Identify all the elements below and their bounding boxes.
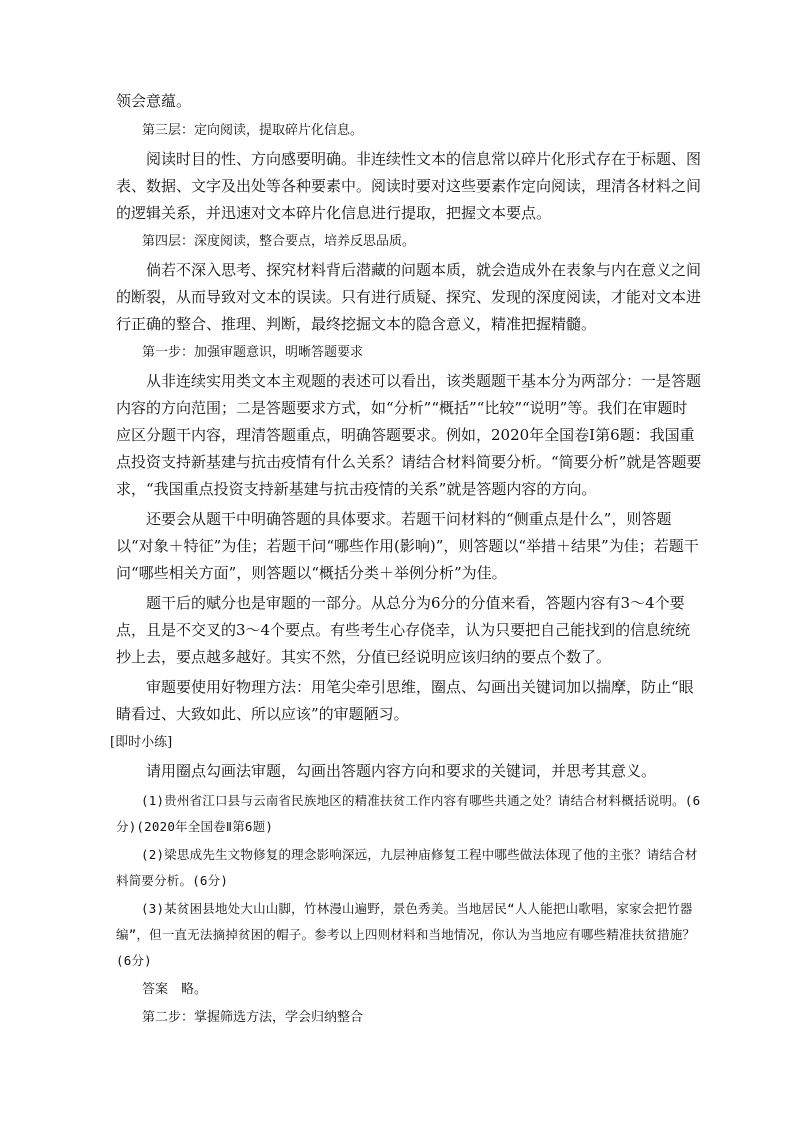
paragraph-physical-method: 审题要使用好物理方法：用笔尖牵引思维，圈点、勾画出关键词加以揣摩，防止“眼睛看过、大致如此、所以应该”的审题陋习。 [116, 678, 694, 723]
section-heading-layer-3: 第三层：定向阅读，提取碎片化信息。 [142, 123, 364, 138]
practice-instruction: 请用圈点勾画法审题，勾画出答题内容方向和要求的关键词，并思考其意义。 [146, 762, 657, 780]
practice-question-2: (2)梁思成先生文物修复的理念影响深远，九层神庙修复工程中哪些做法体现了他的主张？请结合材料简要分析。(6分) [116, 847, 698, 888]
section-heading-step-2: 第二步：掌握筛选方法，学会归纳整合 [142, 1010, 364, 1025]
paragraph-deep-reading: 倘若不深入思考、探究材料背后潜藏的问题本质，就会造成外在表象与内在意义之间的断裂，从而导致对文本的误读。只有进行质疑、探究、发现的深度阅读，才能对文本进行正确的整合、推理、判断，最终挖掘文本的隐含意义，精准把握精髓。 [116, 261, 702, 333]
practice-label: [即时小练] [110, 735, 173, 750]
answer-line: 答案 略。 [142, 982, 208, 997]
paragraph-question-structure: 从非连续实用类文本主观题的表述可以看出，该类题题干基本分为两部分：一是答题内容的方向范围；二是答题要求方式，如“分析”“概括”“比较”“说明”等。我们在审题时应区分题干内容，理清答题重点，明确答题要求。例如，2020年全国卷Ⅰ第6题：我国重点投资支持新基建与抗击疫情有什么关系？请结合材料简要分析。“简要分析”就是答题要求，“我国重点投资支持新基建与抗击疫情的关系”就是答题内容的方向。 [116, 372, 702, 498]
paragraph-continuation: 领会意蕴。 [116, 92, 192, 110]
paragraph-specific-requirements: 还要会从题干中明确答题的具体要求。若题干问材料的“侧重点是什么”，则答题以“对象＋特征”为佳；若题干问“哪些作用(影响)”，则答题以“举措＋结果”为佳；若题干问“哪些相关方面”，则答题以“概括分类＋举例分析”为佳。 [116, 510, 699, 582]
section-heading-step-1: 第一步：加强审题意识，明晰答题要求 [142, 345, 364, 360]
practice-question-1: (1)贵州省江口县与云南省民族地区的精准扶贫工作内容有哪些共通之处？请结合材料概括说明。(6分)(2020年全国卷Ⅱ第6题) [116, 793, 701, 834]
practice-question-3: (3)某贫困县地处大山山脚，竹林漫山遍野，景色秀美。当地居民“人人能把山歌唱，家家会把竹器编”，但一直无法摘掉贫困的帽子。参考以上四则材料和当地情况，你认为当地应有哪些精准扶贫措施？(6分) [116, 901, 696, 968]
paragraph-directed-reading: 阅读时目的性、方向感要明确。非连续性文本的信息常以碎片化形式存在于标题、图表、数据、文字及出处等各种要素中。阅读时要对这些要素作定向阅读，理清各材料之间的逻辑关系，并迅速对文本碎片化信息进行提取，把握文本要点。 [116, 150, 702, 222]
section-heading-layer-4: 第四层：深度阅读，整合要点，培养反思品质。 [142, 234, 416, 249]
paragraph-score-analysis: 题干后的赋分也是审题的一部分。从总分为6分的分值来看，答题内容有3～4个要点，且是不交叉的3～4个要点。有些考生心存侥幸，认为只要把自己能找到的信息统统抄上去，要点越多越好。其实不然，分值已经说明应该归纳的要点个数了。 [116, 594, 691, 666]
